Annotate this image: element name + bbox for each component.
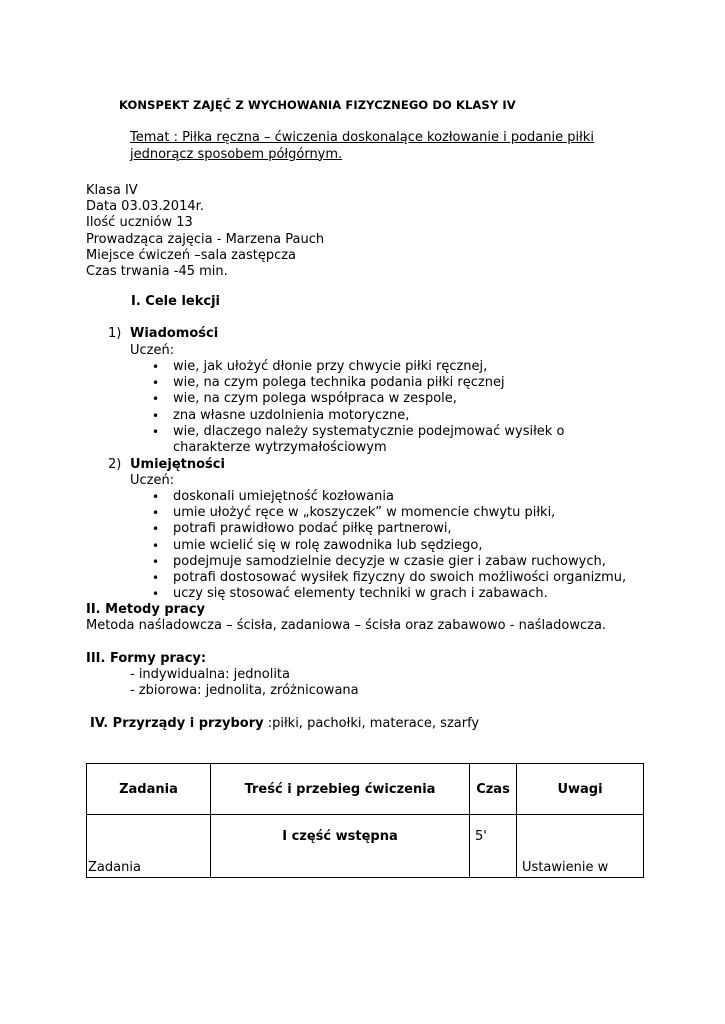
- skills-list: [152, 489, 652, 602]
- list-item: • zna własne uzdolnienia motoryczne,: [152, 408, 612, 424]
- column-header-tresc: Treść i przebieg ćwiczenia: [211, 764, 470, 815]
- subsection-intro: Uczeń:: [130, 343, 175, 358]
- table-cell-tresc: I część wstępna: [211, 815, 470, 878]
- column-header-zadania: Zadania: [87, 764, 211, 815]
- column-header-uwagi: Uwagi: [517, 764, 644, 815]
- section-heading-formy: III. Formy pracy:: [86, 651, 207, 666]
- methods-text: Metoda naśladowcza – ścisła, zadaniowa – ścisła oraz zabawowo - naśladowcza.: [86, 618, 607, 633]
- list-item: • podejmuje samodzielnie decyzje w czasie gier i zabaw ruchowych,: [152, 554, 652, 570]
- section-heading-metody: II. Metody pracy: [86, 602, 206, 617]
- equipment-line: [90, 716, 479, 732]
- subsection-heading-wiadomosci: Wiadomości: [130, 326, 219, 341]
- lesson-table: [86, 763, 644, 878]
- table-cell-czas: 5': [470, 815, 517, 878]
- subsection-intro: Uczeń:: [130, 473, 175, 488]
- sub-number: 2): [108, 457, 122, 472]
- knowledge-list: [152, 359, 612, 456]
- section-heading-przyrzady: IV. Przyrządy i przybory: [90, 716, 264, 731]
- form-item: - indywidualna: jednolita: [130, 667, 290, 682]
- list-item: • uczy się stosować elementy techniki w grach i zabawach.: [152, 586, 652, 602]
- info-line: Data 03.03.2014r.: [86, 199, 204, 215]
- section-heading-cele: I. Cele lekcji: [131, 294, 220, 309]
- list-item: • umie ułożyć ręce w „koszyczek” w momencie chwytu piłki,: [152, 505, 652, 521]
- info-line: Ilość uczniów 13: [86, 215, 193, 231]
- table-row: [87, 815, 644, 878]
- list-item: • umie wcielić się w rolę zawodnika lub sędziego,: [152, 538, 652, 554]
- list-item: • wie, dlaczego należy systematycznie podejmować wysiłek o charakterze wytrzymałościowym: [152, 424, 612, 456]
- info-line: Prowadząca zajęcia - Marzena Pauch: [86, 231, 325, 247]
- list-item: • wie, na czym polega współpraca w zespole,: [152, 391, 612, 407]
- list-item: • doskonali umiejętność kozłowania: [152, 489, 652, 505]
- list-item: • potrafi prawidłowo podać piłkę partnerowi,: [152, 521, 652, 537]
- info-line: Klasa IV: [86, 183, 138, 198]
- form-item: - zbiorowa: jednolita, zróżnicowana: [130, 683, 359, 698]
- list-item: • wie, jak ułożyć dłonie przy chwycie piłki ręcznej,: [152, 359, 612, 375]
- table-header-row: [87, 764, 644, 815]
- list-item: • potrafi dostosować wysiłek fizyczny do swoich możliwości organizmu,: [152, 570, 652, 586]
- table-cell-uwagi: Ustawienie w: [517, 815, 644, 878]
- document-title: KONSPEKT ZAJĘĆ Z WYCHOWANIA FIZYCZNEGO DO KLASY IV: [119, 98, 516, 112]
- list-item: • wie, na czym polega technika podania piłki ręcznej: [152, 375, 612, 391]
- equipment-text: :piłki, pachołki, materace, szarfy: [263, 716, 480, 731]
- column-header-czas: Czas: [470, 764, 517, 815]
- sub-number: 1): [108, 326, 122, 341]
- info-line: Miejsce ćwiczeń –sala zastępcza: [86, 247, 297, 263]
- lesson-topic: Temat : Piłka ręczna – ćwiczenia doskonalące kozłowanie i podanie piłki jednorącz sposobem półgórnym.: [130, 130, 594, 162]
- subsection-heading-umiejetnosci: Umiejętności: [130, 457, 225, 472]
- table-cell-zadania: Zadania: [87, 815, 211, 878]
- lesson-info: [86, 183, 324, 280]
- info-line: Czas trwania -45 min.: [86, 264, 228, 280]
